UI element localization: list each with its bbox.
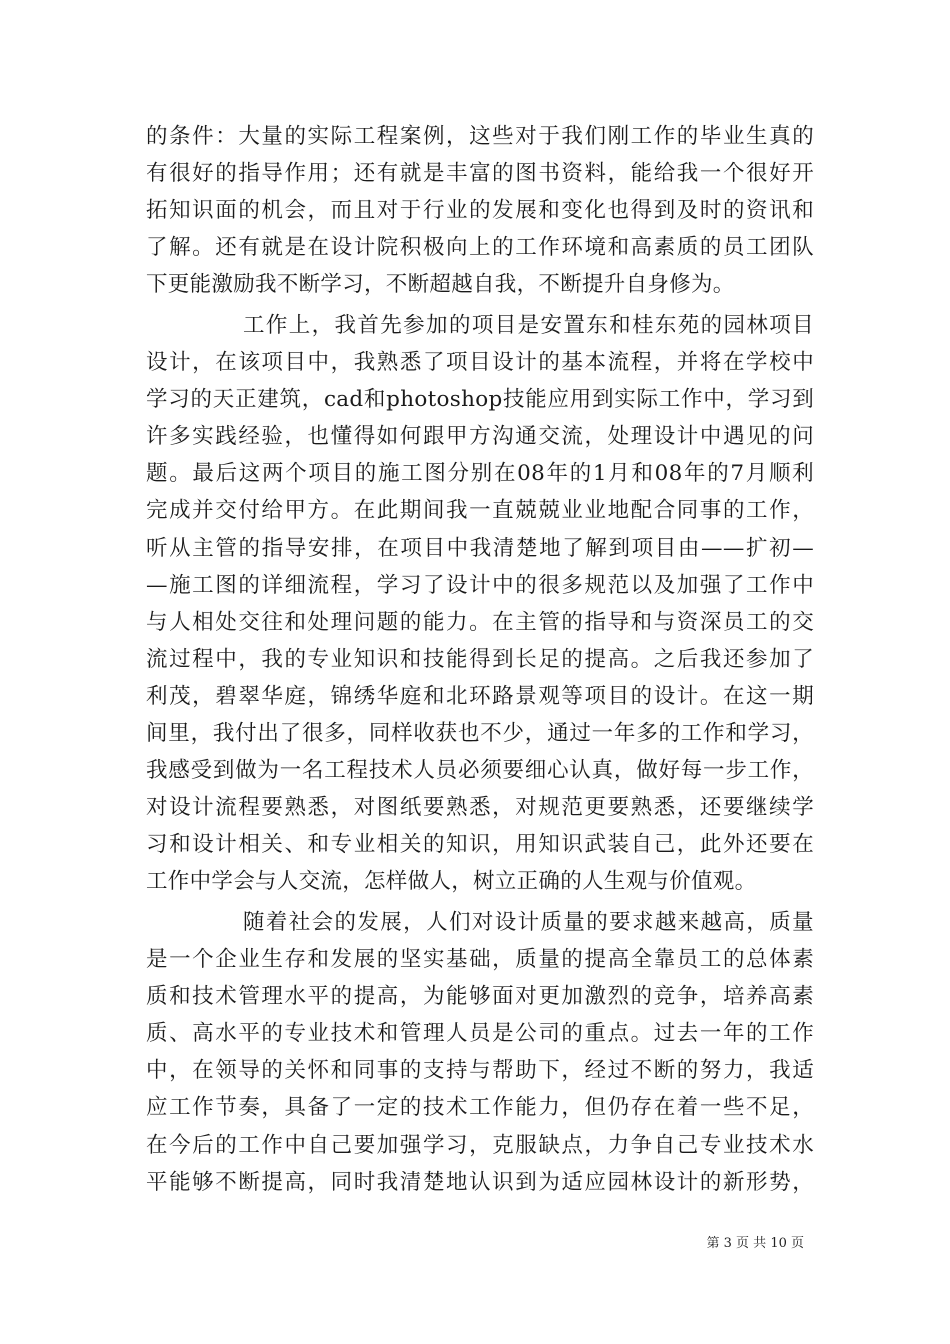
text-line: 有很好的指导作用；还有就是丰富的图书资料，能给我一个很好开 bbox=[146, 161, 814, 187]
text-line: 习和设计相关、和专业相关的知识，用知识武装自己，此外还要在 bbox=[146, 832, 814, 858]
text-line: 应工作节奏，具备了一定的技术工作能力，但仍存在着一些不足， bbox=[146, 1095, 814, 1121]
text-line: 与人相处交往和处理问题的能力。在主管的指导和与资深员工的交 bbox=[146, 609, 814, 635]
text-line: —施工图的详细流程，学习了设计中的很多规范以及加强了工作中 bbox=[146, 572, 814, 598]
text-line: 设计，在该项目中，我熟悉了项目设计的基本流程，并将在学校中 bbox=[146, 350, 814, 376]
text-line: 完成并交付给甲方。在此期间我一直兢兢业业地配合同事的工作， bbox=[146, 498, 814, 524]
text-line: 对设计流程要熟悉，对图纸要熟悉，对规范更要熟悉，还要继续学 bbox=[146, 795, 814, 821]
text-line: 工作上，我首先参加的项目是安置东和桂东苑的园林项目 bbox=[243, 313, 814, 338]
text-line: 平能够不断提高，同时我清楚地认识到为适应园林设计的新形势， bbox=[146, 1169, 814, 1195]
paragraph-2 bbox=[146, 307, 814, 901]
text-line: 中，在领导的关怀和同事的支持与帮助下，经过不断的努力，我适 bbox=[146, 1058, 814, 1084]
text-line: 许多实践经验，也懂得如何跟甲方沟通交流，处理设计中遇见的问 bbox=[146, 424, 814, 450]
text-line: 工作中学会与人交流，怎样做人，树立正确的人生观与价值观。 bbox=[146, 869, 757, 895]
text-line: 随着社会的发展，人们对设计质量的要求越来越高，质量 bbox=[243, 910, 814, 935]
text-line: 间里，我付出了很多，同样收获也不少，通过一年多的工作和学习， bbox=[146, 721, 814, 747]
text-line: 质和技术管理水平的提高，为能够面对更加激烈的竞争，培养高素 bbox=[146, 984, 814, 1010]
page-number-footer: 第 3 页 共 10 页 bbox=[706, 1236, 804, 1251]
text-line: 了解。还有就是在设计院积极向上的工作环境和高素质的员工团队 bbox=[146, 235, 814, 261]
text-line: 流过程中，我的专业知识和技能得到长足的提高。之后我还参加了 bbox=[146, 646, 814, 672]
paragraph-3 bbox=[146, 904, 814, 1201]
text-line: 听从主管的指导安排，在项目中我清楚地了解到项目由——扩初— bbox=[146, 535, 814, 561]
text-line: 的条件：大量的实际工程案例，这些对于我们刚工作的毕业生真的 bbox=[146, 124, 814, 149]
text-line: 在今后的工作中自己要加强学习，克服缺点，力争自己专业技术水 bbox=[146, 1132, 814, 1158]
text-line: 下更能激励我不断学习，不断超越自我，不断提升自身修为。 bbox=[146, 272, 735, 298]
paragraph-1 bbox=[146, 118, 814, 303]
text-line: 质、高水平的专业技术和管理人员是公司的重点。过去一年的工作 bbox=[146, 1021, 814, 1047]
text-line: 是一个企业生存和发展的坚实基础，质量的提高全靠员工的总体素 bbox=[146, 947, 814, 973]
text-line: 利茂，碧翠华庭，锦绣华庭和北环路景观等项目的设计。在这一期 bbox=[146, 683, 814, 709]
text-line: 我感受到做为一名工程技术人员必须要细心认真，做好每一步工作， bbox=[146, 758, 814, 784]
text-line: 题。最后这两个项目的施工图分别在08年的1月和08年的7月顺利 bbox=[146, 461, 814, 487]
text-line: 学习的天正建筑，cad和photoshop技能应用到实际工作中，学习到 bbox=[146, 387, 814, 413]
text-line: 拓知识面的机会，而且对于行业的发展和变化也得到及时的资讯和 bbox=[146, 198, 814, 224]
